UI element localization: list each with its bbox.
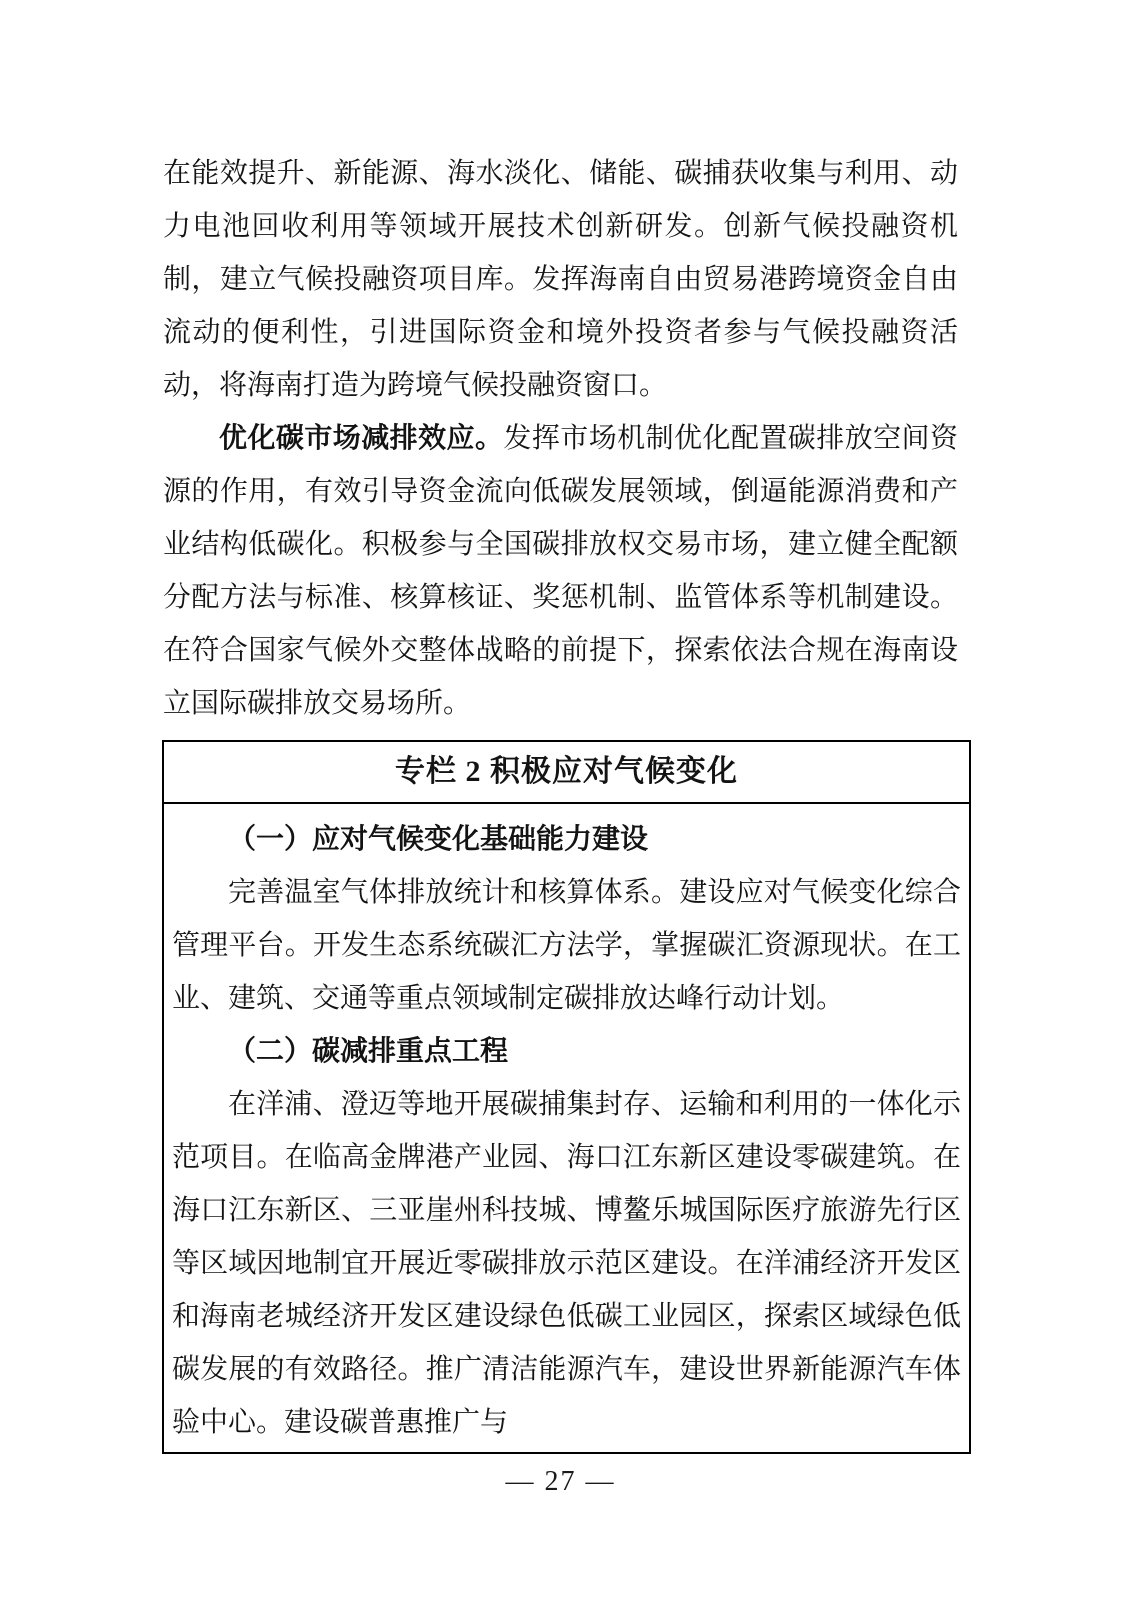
paragraph-2-bold-lead: 优化碳市场减排效应。	[219, 423, 504, 454]
page-number: — 27 —	[505, 1466, 616, 1497]
box-section-2-heading: （二）碳减排重点工程	[228, 1036, 509, 1067]
box-body	[164, 804, 969, 1452]
box-section-2-body: 在洋浦、澄迈等地开展碳捕集封存、运输和利用的一体化示范项目。在临高金牌港产业园、海口江东新区建设零碳建筑。在海口江东新区、三亚崖州科技城、博鳌乐城国际医疗旅游先行区等区域因地制宜开展近零碳排放示范区建设。在洋浦经济开发区和海南老城经济开发区建设绿色低碳工业园区，探索区域绿色低碳发展的有效路径。推广清洁能源汽车，建设世界新能源汽车体验中心。建设碳普惠推广与	[172, 1089, 961, 1438]
column-2-box	[162, 740, 971, 1454]
body-paragraph-2	[163, 412, 958, 730]
paragraph-2-text: 发挥市场机制优化配置碳排放空间资源的作用，有效引导资金流向低碳发展领域，倒逼能源消费和产业结构低碳化。积极参与全国碳排放权交易市场，建立健全配额分配方法与标准、核算核证、奖惩机制、监管体系等机制建设。在符合国家气候外交整体战略的前提下，探索依法合规在海南设立国际碳排放交易场所。	[163, 423, 958, 719]
box-section-1-heading: （一）应对气候变化基础能力建设	[228, 824, 649, 855]
box-title: 专栏 2 积极应对气候变化	[164, 742, 969, 804]
body-paragraph-1: 在能效提升、新能源、海水淡化、储能、碳捕获收集与利用、动力电池回收利用等领域开展技术创新研发。创新气候投融资机制，建立气候投融资项目库。发挥海南自由贸易港跨境资金自由流动的便利性，引进国际资金和境外投资者参与气候投融资活动，将海南打造为跨境气候投融资窗口。	[163, 158, 958, 401]
box-section-1-body: 完善温室气体排放统计和核算体系。建设应对气候变化综合管理平台。开发生态系统碳汇方法学，掌握碳汇资源现状。在工业、建筑、交通等重点领域制定碳排放达峰行动计划。	[172, 877, 961, 1014]
